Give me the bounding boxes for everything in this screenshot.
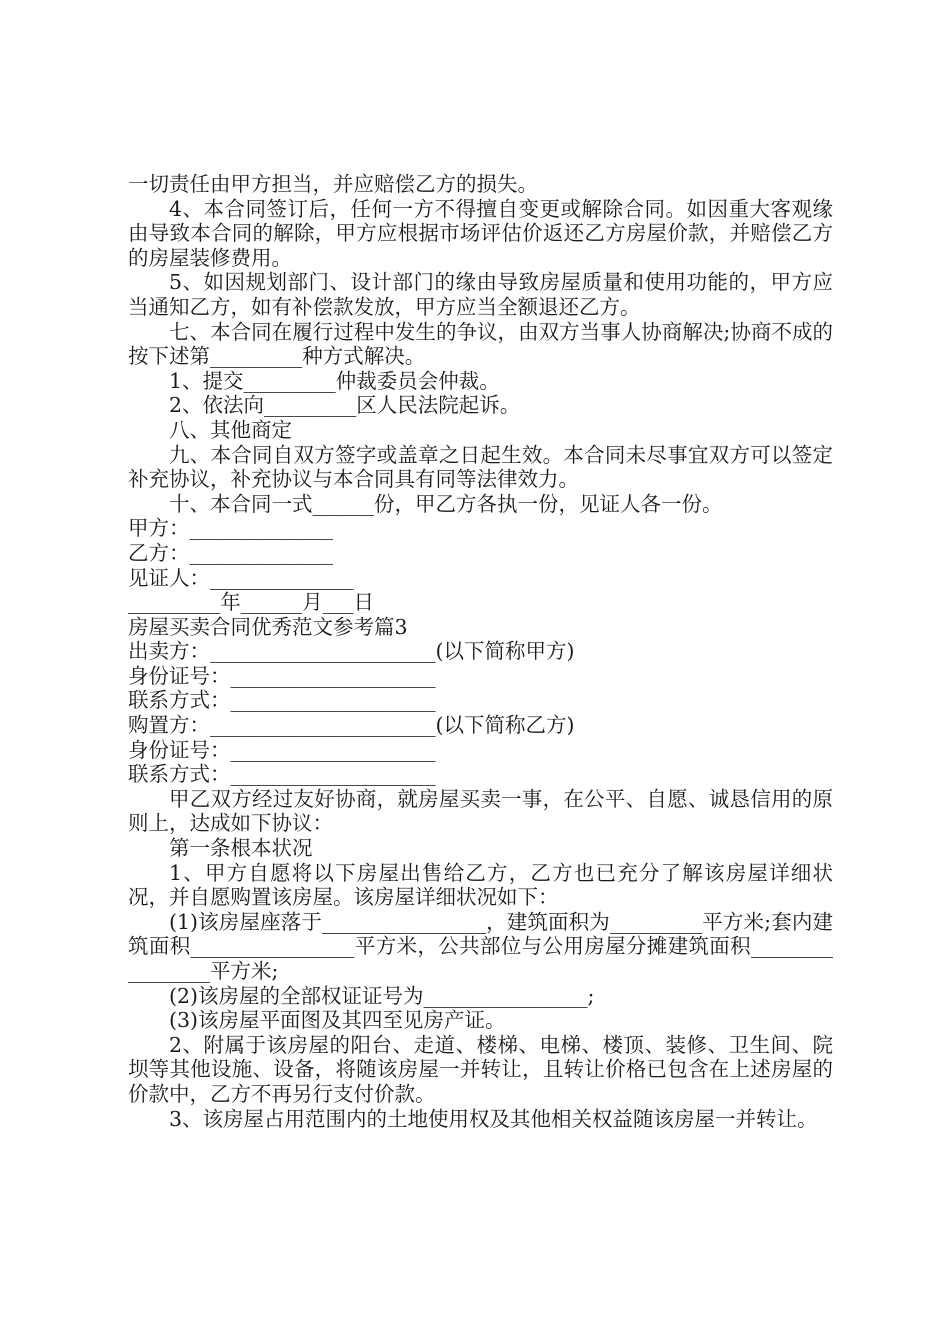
paragraph-article-1-item-1: 1、甲方自愿将以下房屋出售给乙方，乙方也已充分了解该房屋详细状况，并自愿购置该房屋。该房屋详细状况如下：	[128, 860, 833, 910]
paragraph-lawsuit: 2、依法向_________区人民法院起诉。	[169, 393, 521, 418]
field-buyer-contact: 联系方式：____________________	[128, 762, 436, 787]
field-seller: 出卖方：______________________(以下简称甲方)	[128, 639, 575, 664]
paragraph-section-9: 九、本合同自双方签字或盖章之日起生效。本合同未尽事宜双方可以签定补充协议，补充协议与本合同具有同等法律效力。	[128, 442, 833, 492]
field-seller-id-number: 身份证号：____________________	[128, 663, 436, 688]
paragraph-section-7: 七、本合同在履行过程中发生的争议，由双方当事人协商解决;协商不成的按下述第_________种方式解决。	[128, 319, 833, 369]
field-buyer: 购置方：______________________(以下简称乙方)	[128, 713, 575, 738]
signature-party-b: 乙方：______________	[128, 540, 333, 565]
section-title-sample-3: 房屋买卖合同优秀范文参考篇3	[128, 614, 408, 639]
paragraph-agreement-intro: 甲乙双方经过友好协商，就房屋买卖一事，在公平、自愿、诚恳信用的原则上，达成如下协议：	[128, 786, 833, 836]
field-buyer-id-number: 身份证号：____________________	[128, 737, 436, 762]
field-seller-contact: 联系方式：____________________	[128, 688, 436, 713]
paragraph-clause-5: 5、如因规划部门、设计部门的缘由导致房屋质量和使用功能的，甲方应当通知乙方，如有补偿款发放，甲方应当全额退还乙方。	[128, 270, 833, 319]
paragraph-section-10: 十、本合同一式______份，甲乙方各执一份，见证人各一份。	[169, 491, 723, 516]
paragraph-ownership-certificate: (2)该房屋的全部权证证号为________________;	[169, 983, 595, 1008]
signature-date: _________年______月___日	[128, 590, 374, 615]
signature-witness: 见证人：______________	[128, 565, 354, 590]
document-body	[128, 172, 833, 1131]
paragraph-liability: 一切责任由甲方担当，并应赔偿乙方的损失。	[128, 172, 538, 196]
paragraph-floor-plan: (3)该房屋平面图及其四至见房产证。	[169, 1008, 506, 1033]
paragraph-arbitration: 1、提交_________仲裁委员会仲裁。	[169, 368, 500, 393]
paragraph-house-location: (1)该房屋座落于________________，建筑面积为_________平方米;套内建筑面积________________平方米，公共部位与公用房屋分摊建筑面积________________平方米;	[128, 909, 833, 983]
paragraph-section-8: 八、其他商定	[169, 417, 292, 442]
paragraph-clause-4: 4、本合同签订后，任何一方不得擅自变更或解除合同。如因重大客观缘由导致本合同的解除，甲方应根据市场评估价返还乙方房屋价款，并赔偿乙方的房屋装修费用。	[128, 196, 833, 270]
signature-party-a: 甲方：______________	[128, 516, 333, 541]
paragraph-article-1-item-2: 2、附属于该房屋的阳台、走道、楼梯、电梯、楼顶、装修、卫生间、院坝等其他设施、设备，将随该房屋一并转让，且转让价格已包含在上述房屋的价款中，乙方不再另行支付价款。	[128, 1032, 833, 1106]
paragraph-article-1-item-3: 3、该房屋占用范围内的土地使用权及其他相关权益随该房屋一并转让。	[169, 1106, 818, 1131]
heading-article-1: 第一条根本状况	[169, 836, 313, 861]
